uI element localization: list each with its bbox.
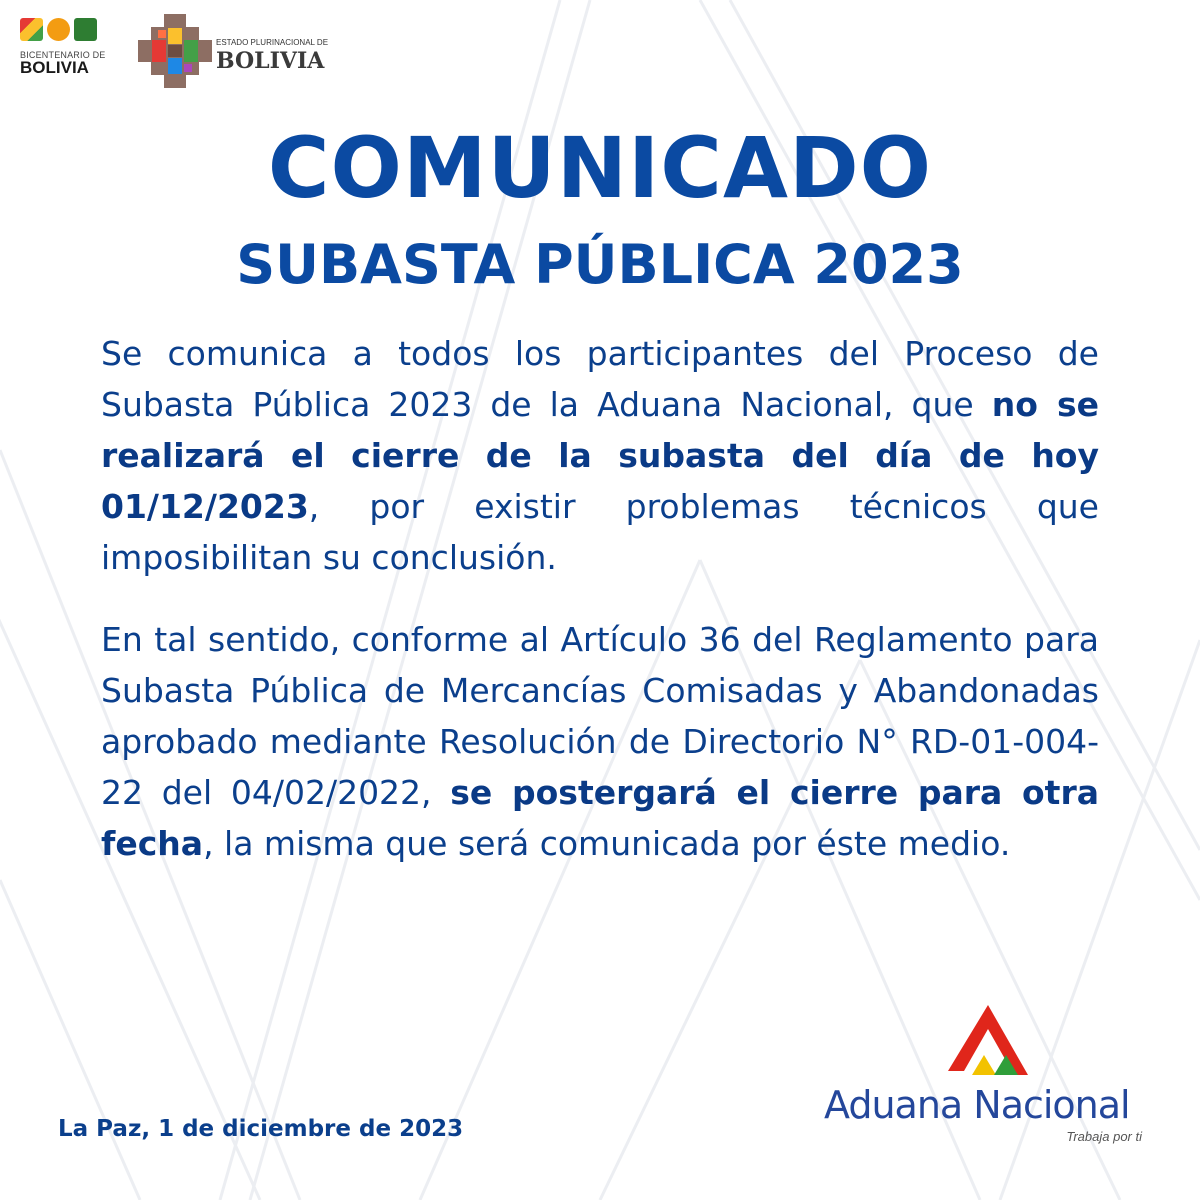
aduana-nacional-logo [820, 1005, 1150, 1165]
paragraph1-bold-1: no se realizará el cierre de la subasta del día de hoy 01/12/2023 [101, 385, 1099, 526]
paragraph-regulation [101, 614, 1099, 869]
bicentenario-square-icon [20, 18, 43, 41]
chakana-emblem-icon [138, 14, 212, 88]
bicentenario-logo [20, 18, 120, 88]
page-title: COMUNICADO [267, 119, 933, 217]
estado-bottom-text: BOLIVIA [216, 48, 325, 74]
estado-top-text: ESTADO PLURINACIONAL DE [216, 38, 329, 47]
aduana-name: Aduana Nacional [824, 1083, 1130, 1127]
paragraph2-text-1: En tal sentido, conforme al Artículo 36 del Reglamento para Subasta Pública de Mercancías Comisadas y Abandonadas aprobado mediante Resolución de Directorio N° RD-01-004-22 del 04/02/2022, [101, 620, 1099, 812]
bicentenario-bottom-text: BOLIVIA [20, 58, 89, 77]
paragraph2-text-2: , la misma que será comunicada por éste medio. [203, 824, 1011, 863]
paragraph-announcement [101, 328, 1099, 583]
footer-date: La Paz, 1 de diciembre de 2023 [58, 1116, 464, 1142]
bicentenario-top-text: BICENTENARIO DE [20, 50, 106, 60]
estado-plurinacional-logo [138, 14, 328, 88]
paragraph2-bold-1: se postergará el cierre para otra fecha [101, 773, 1099, 863]
aduana-tagline: Trabaja por ti [1066, 1129, 1142, 1144]
bicentenario-chakana-icon [74, 18, 97, 41]
bicentenario-sun-icon [47, 18, 70, 41]
paragraph1-text-2: , por existir problemas técnicos que imposibilitan su conclusión. [101, 487, 1099, 577]
aduana-mountain-icon [948, 1005, 1028, 1081]
paragraph1-text-1: Se comunica a todos los participantes del Proceso de Subasta Pública 2023 de la Aduana Nacional, que [101, 334, 1099, 424]
bicentenario-icons [20, 18, 120, 44]
page-subtitle: SUBASTA PÚBLICA 2023 [236, 233, 964, 296]
